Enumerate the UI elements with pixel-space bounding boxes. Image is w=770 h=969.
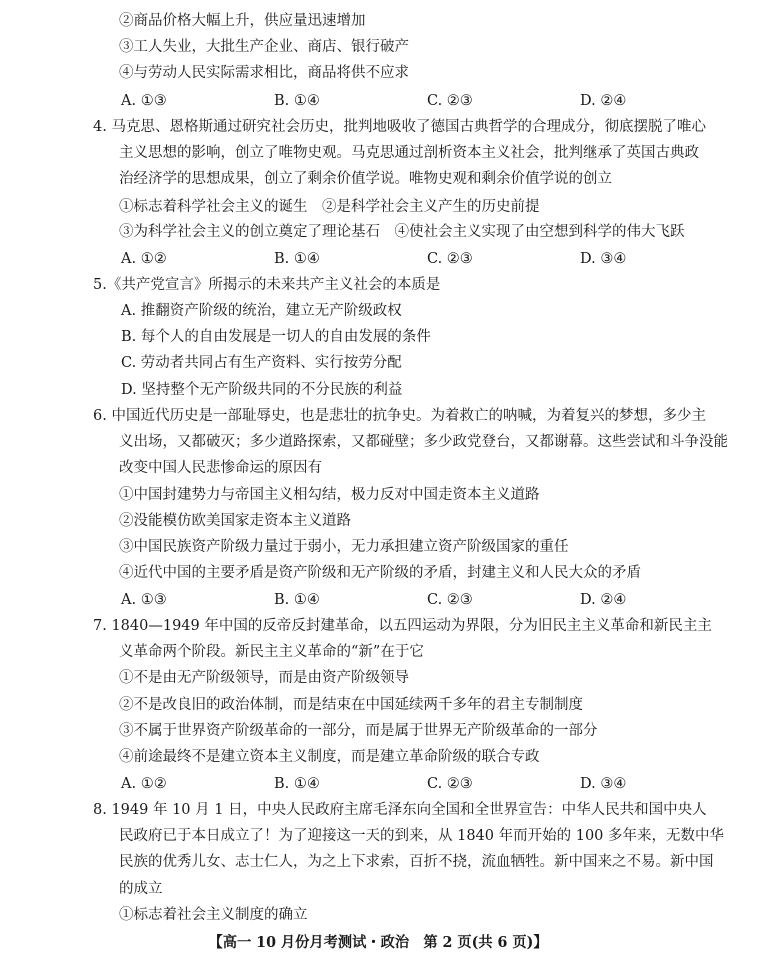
- q6-option-a: A. ①③: [121, 592, 167, 608]
- q3-option-a: A. ①③: [121, 93, 167, 109]
- q4-option-c: C. ②③: [427, 251, 473, 267]
- q4-option-d: D. ③④: [580, 251, 627, 267]
- q3-option-b: B. ①④: [274, 93, 320, 109]
- q6-option-d: D. ②④: [580, 592, 627, 608]
- q3-option-c: C. ②③: [427, 93, 473, 109]
- q7-option-c: C. ②③: [427, 776, 473, 792]
- q3-option-d: D. ②④: [580, 93, 627, 109]
- q6-option-b: B. ①④: [274, 592, 320, 608]
- q4-option-b: B. ①④: [274, 251, 320, 267]
- q7-option-a: A. ①②: [121, 776, 167, 792]
- page-footer: 【高一 10 月份月考测试・政治 第 2 页(共 6 页)】: [208, 934, 548, 951]
- q6-option-c: C. ②③: [427, 592, 473, 608]
- q4-option-a: A. ①②: [121, 251, 167, 267]
- q7-option-d: D. ③④: [580, 776, 627, 792]
- exam-page: ②商品价格大幅上升，供应量迅速增加 ③工人失业，大批生产企业、商店、银行破产 ④与劳动人民实际需求相比，商品将供不应求 A. ①③ B. ①④ C. ②③ D. ②④ 4. 马克思、恩格斯通过研究社会历史，批判地吸收了德国古典哲学的合理成分，彻底摆脱了唯心 主义思想的影响，创立了唯物史观。马克思通过剖析资本主义社会，批判继承了英国古典政 治经济学的思想成果，创立了剩余价值学说。唯物史观和剩余价值学说的创立 ①标志着科学社会主义的诞生 ②是科学社会主义产生的历史前提 ③为科学社会主义的创立奠定了理论基石 ④使社会主义实现了由空想到科学的伟大飞跃 A. ①② B. ①④ C. ②③ D. ③④ 5.《共产党宣言》所揭示的未来共产主义社会的本质是 A. 推翻资产阶级的统治，建立无产阶级政权 B. 每个人的自由发展是一切人的自由发展的条件 C. 劳动者共同占有生产资料、实行按劳分配 D. 坚持整个无产阶级共同的不分民族的利益 6. 中国近代历史是一部耻辱史，也是悲壮的抗争史。为着救亡的呐喊，为着复兴的梦想，多少主 义出场，又都破灭；多少道路探索，又都碰壁；多少政党登台，又都谢幕。这些尝试和斗争没能 改变中国人民悲惨命运的原因有 ①中国封建势力与帝国主义相勾结，极力反对中国走资本主义道路 ②没能模仿欧美国家走资本主义道路 ③中国民族资产阶级力量过于弱小，无力承担建立资产阶级国家的重任 ④近代中国的主要矛盾是资产阶级和无产阶级的矛盾，封建主义和人民大众的矛盾 A. ①③ B. ①④ C. ②③ D. ②④ 7. 1840—1949 年中国的反帝反封建革命，以五四运动为界限，分为旧民主主义革命和新民主主 义革命两个阶段。新民主主义革命的“新”在于它 ①不是由无产阶级领导，而是由资产阶级领导 ②不是改良旧的政治体制，而是结束在中国延续两千多年的君主专制制度 ③不属于世界资产阶级革命的一部分，而是属于世界无产阶级革命的一部分 ④前途最终不是建立资本主义制度，而是建立革命阶级的联合专政 A. ①② B. ①④ C. ②③ D. ③④ 8. 1949 年 10 月 1 日，中央人民政府主席毛泽东向全国和全世界宣告：中华人民共和国中央人 民政府已于本日成立了！为了迎接这一天的到来，从 1840 年而开始的 100 多年来，无数中华 民族的优秀儿女、志士仁人，为之上下求索，百折不挠，流血牺牲。新中国来之不易。新中国 的成立 ①标志着社会主义制度的确立 【高一 10 月份月考测试・政治 第 2 页(共 6 页)】: [0, 0, 770, 969]
- q7-option-b: B. ①④: [274, 776, 320, 792]
